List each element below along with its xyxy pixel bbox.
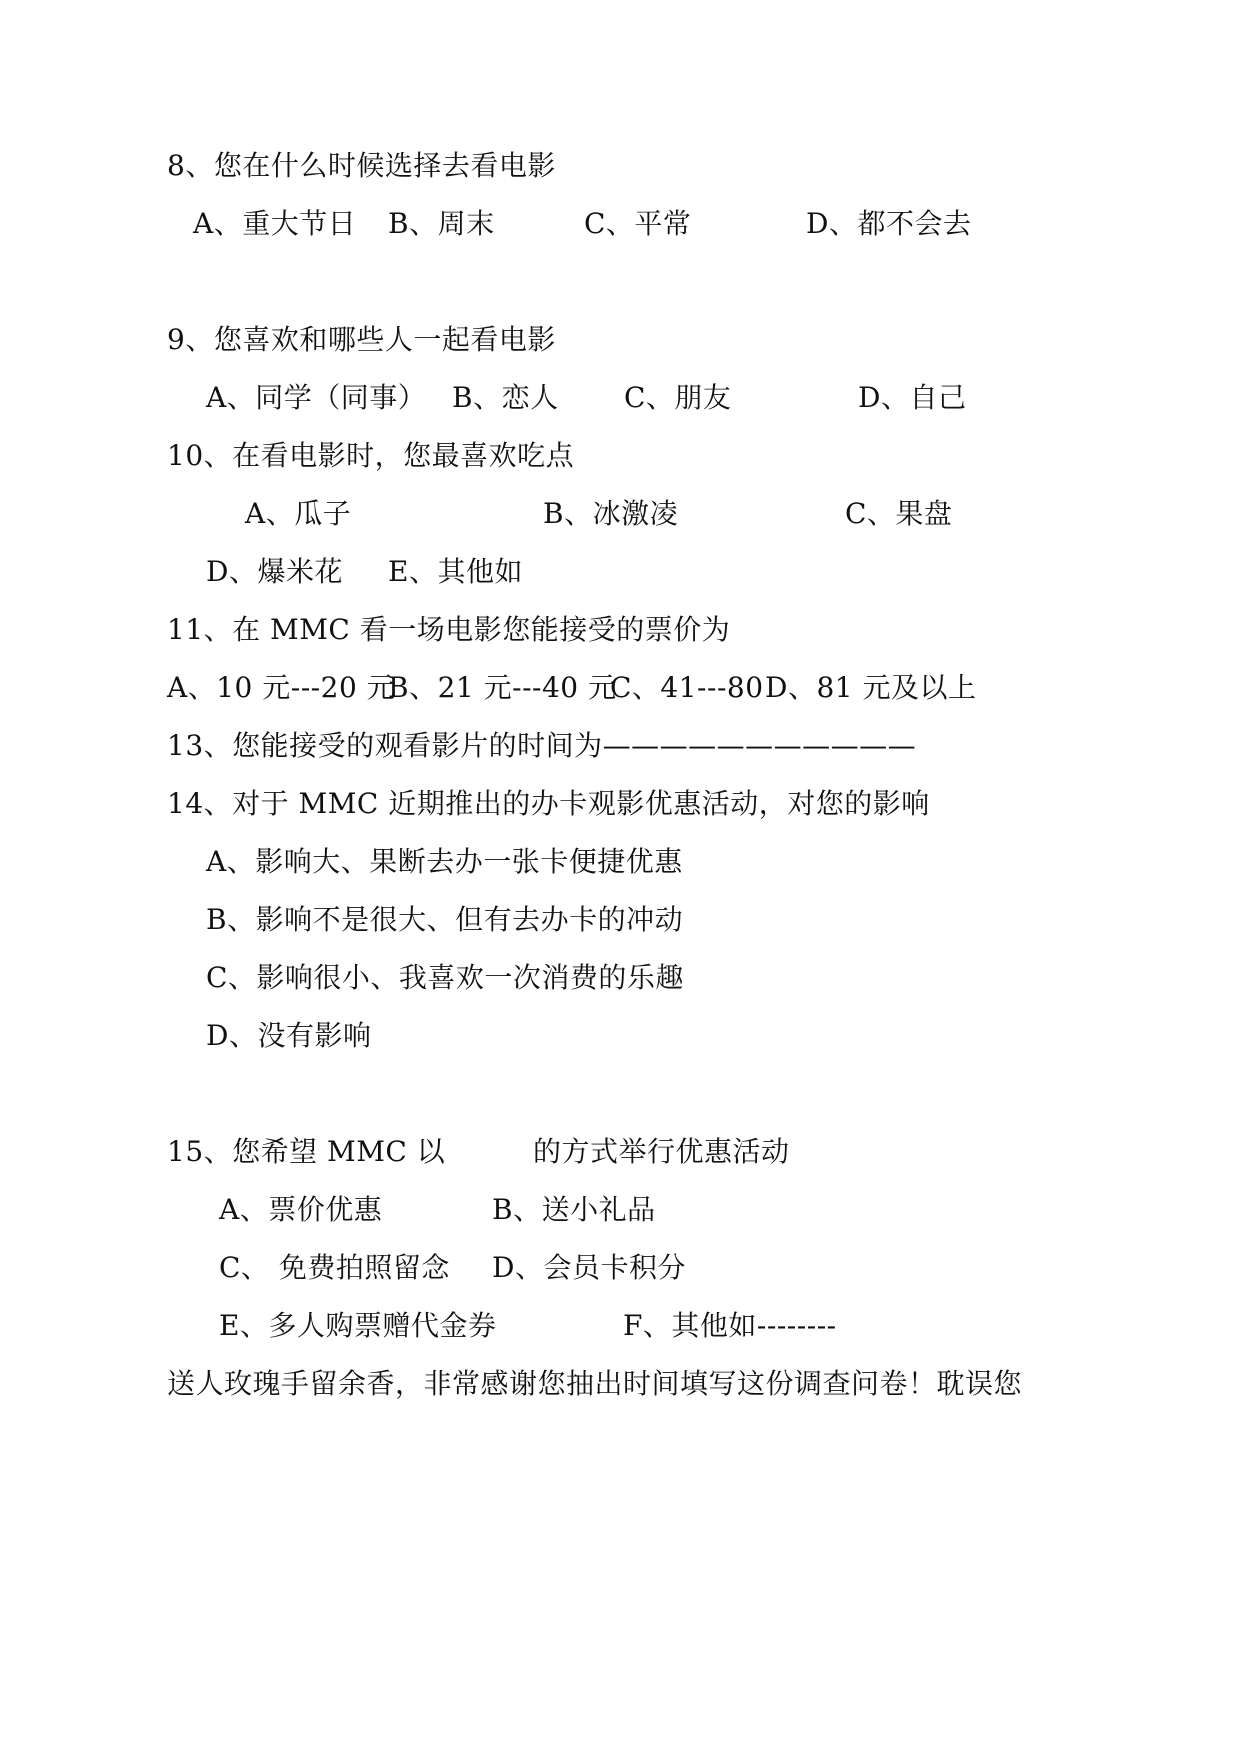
q10-option-b: B、冰激凌 — [543, 497, 679, 530]
question-15-end: 的方式举行优惠活动 — [533, 1135, 790, 1168]
q8-option-a: A、重大节日 — [193, 207, 357, 240]
q11-option-c: C、41---80 — [610, 671, 764, 704]
question-15-start: 15、您希望 MMC 以 — [167, 1135, 446, 1168]
question-10: 10、在看电影时，您最喜欢吃点 — [167, 439, 575, 472]
q15-option-d: D、会员卡积分 — [492, 1251, 686, 1284]
q15-option-e: E、多人购票赠代金券 — [219, 1309, 497, 1342]
q11-option-b: B、21 元---40 元 — [388, 671, 617, 704]
q14-option-b: B、影响不是很大、但有去办卡的冲动 — [206, 903, 684, 936]
q10-option-d: D、爆米花 — [206, 555, 343, 588]
question-14: 14、对于 MMC 近期推出的办卡观影优惠活动，对您的影响 — [167, 787, 930, 820]
q10-option-e: E、其他如 — [388, 555, 523, 588]
q14-option-d: D、没有影响 — [206, 1019, 372, 1052]
q9-option-d: D、自己 — [858, 381, 967, 414]
q14-option-a: A、影响大、果断去办一张卡便捷优惠 — [206, 845, 683, 878]
question-13: 13、您能接受的观看影片的时间为——————————— — [167, 729, 917, 762]
q9-option-b: B、恋人 — [452, 381, 559, 414]
q9-option-c: C、朋友 — [624, 381, 732, 414]
q11-option-d: D、81 元及以上 — [765, 671, 977, 704]
q8-option-d: D、都不会去 — [806, 207, 972, 240]
q11-option-a: A、10 元---20 元 — [167, 671, 396, 704]
q15-option-f: F、其他如-------- — [623, 1309, 837, 1342]
closing-text: 送人玫瑰手留余香，非常感谢您抽出时间填写这份调查问卷！耽误您 — [167, 1367, 1023, 1400]
q15-option-a: A、票价优惠 — [219, 1193, 383, 1226]
q15-option-c: C、 免费拍照留念 — [219, 1251, 450, 1284]
question-9: 9、您喜欢和哪些人一起看电影 — [167, 323, 556, 356]
q14-option-c: C、影响很小、我喜欢一次消费的乐趣 — [206, 961, 684, 994]
question-11: 11、在 MMC 看一场电影您能接受的票价为 — [167, 613, 731, 646]
q10-option-c: C、果盘 — [845, 497, 953, 530]
q10-option-a: A、瓜子 — [245, 497, 352, 530]
q15-option-b: B、送小礼品 — [492, 1193, 656, 1226]
q8-option-c: C、平常 — [584, 207, 692, 240]
q8-option-b: B、周末 — [388, 207, 495, 240]
q9-option-a: A、同学（同事） — [206, 381, 427, 414]
question-8: 8、您在什么时候选择去看电影 — [167, 149, 556, 182]
